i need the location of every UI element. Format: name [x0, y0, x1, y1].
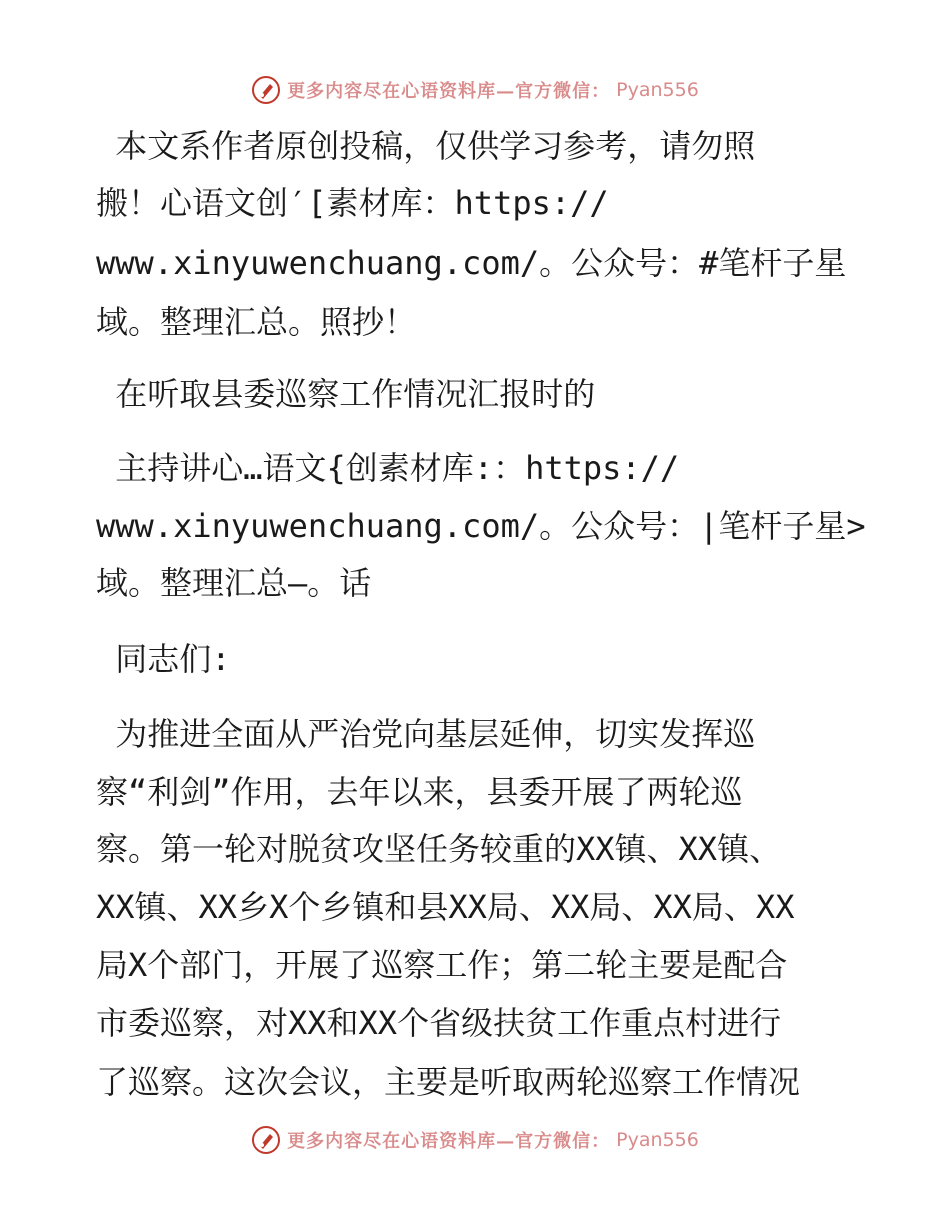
banner-text: 更多内容尽在心语资料库—官方微信：: [287, 81, 611, 102]
pen-nib-logo-icon: [251, 1125, 281, 1155]
salutation: 同志们:: [96, 640, 231, 678]
body-line: 市委巡察，对XX和XX个省级扶贫工作重点村进行: [96, 1004, 782, 1042]
body-line: 为推进全面从严治党向基层延伸，切实发挥巡: [96, 715, 756, 753]
body-line: 本文系作者原创投稿，仅供学习参考，请勿照: [96, 127, 756, 165]
body-line: 局X个部门，开展了巡察工作；第二轮主要是配合: [96, 946, 788, 984]
body-line: 域。整理汇总—。话: [96, 564, 372, 602]
body-line: 了巡察。这次会议，主要是听取两轮巡察工作情况: [96, 1063, 801, 1101]
body-line: XX镇、XX乡X个乡镇和县XX局、XX局、XX局、XX: [96, 888, 795, 926]
body-line: 察。第一轮对脱贫攻坚任务较重的XX镇、XX镇、: [96, 830, 782, 868]
footer-banner: [0, 1122, 950, 1158]
body-line: 察“利剑”作用，去年以来，县委开展了两轮巡: [96, 773, 743, 811]
document-subtitle: 主持讲心…语文{创素材库:：https://: [96, 449, 680, 487]
header-banner: [0, 72, 950, 108]
banner-contact: Pyan556: [616, 79, 699, 101]
body-line: 域。整理汇总。照抄！: [96, 303, 417, 341]
banner-text: 更多内容尽在心语资料库—官方微信：: [287, 1131, 611, 1152]
body-line: www.xinyuwenchuang.com/。公众号：|笔杆子星>: [96, 507, 866, 545]
body-line: www.xinyuwenchuang.com/。公众号：#笔杆子星: [96, 244, 847, 282]
pen-nib-logo-icon: [251, 75, 281, 105]
banner-contact: Pyan556: [616, 1129, 699, 1151]
document-title: 在听取县委巡察工作情况汇报时的: [96, 375, 596, 413]
body-line: 搬！心语文创′[素材库：https://: [96, 184, 609, 222]
